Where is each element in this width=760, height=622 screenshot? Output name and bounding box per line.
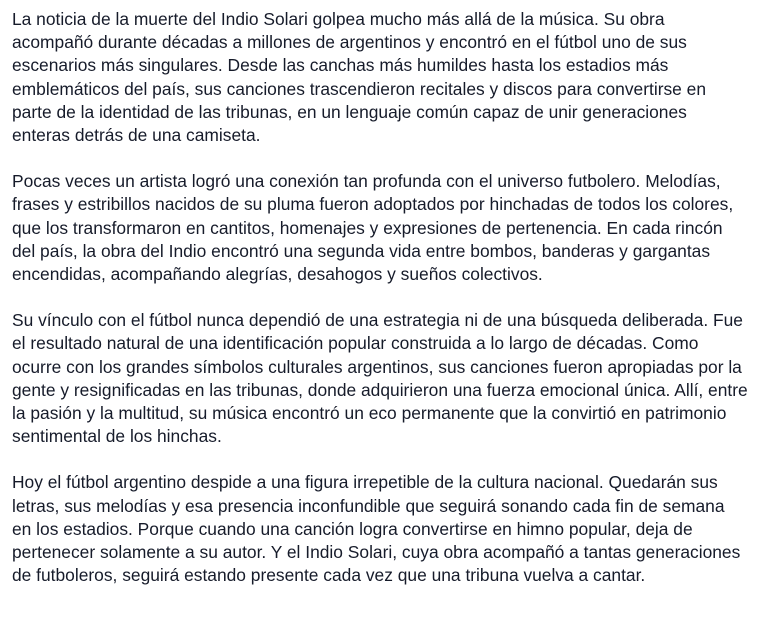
article-paragraph-3: Su vínculo con el fútbol nunca dependió de una estrategia ni de una búsqueda deliberada. Fue el resultado natural de una identificación popular construida a lo largo de décadas. Como ocurre con los grandes símbolos culturales argentinos, sus canciones fueron apropiadas por la gente y resignificadas en las tribunas, donde adquirieron una fuerza emocional única. Allí, entre la pasión y la multitud, su música encontró un eco permanente que la convirtió en patrimonio sentimental de los hinchas. bbox=[12, 310, 748, 447]
article-paragraph-4: Hoy el fútbol argentino despide a una figura irrepetible de la cultura nacional. Quedarán sus letras, sus melodías y esa presencia inconfundible que seguirá sonando cada fin de semana en los estadios. Porque cuando una canción logra convertirse en himno popular, deja de pertenecer solamente a su autor. Y el Indio Solari, cuya obra acompañó a tantas generaciones de futboleros, seguirá estando presente cada vez que una tribuna vuelva a cantar. bbox=[12, 472, 741, 586]
article-paragraph-2: Pocas veces un artista logró una conexión tan profunda con el universo futbolero. Melodías, frases y estribillos nacidos de su pluma fueron adoptados por hinchadas de todos los colores, que los transformaron en cantitos, homenajes y expresiones de pertenencia. En cada rincón del país, la obra del Indio encontró una segunda vida entre bombos, banderas y gargantas encendidas, acompañando alegrías, desahogos y sueños colectivos. bbox=[12, 171, 734, 285]
article-paragraph-1: La noticia de la muerte del Indio Solari golpea mucho más allá de la música. Su obra acompañó durante décadas a millones de argentinos y encontró en el fútbol uno de sus escenarios más singulares. Desde las canchas más humildes hasta los estadios más emblemáticos del país, sus canciones trascendieron recitales y discos para convertirse en parte de la identidad de las tribunas, en un lenguaje común capaz de unir generaciones enteras detrás de una camiseta. bbox=[12, 9, 707, 146]
